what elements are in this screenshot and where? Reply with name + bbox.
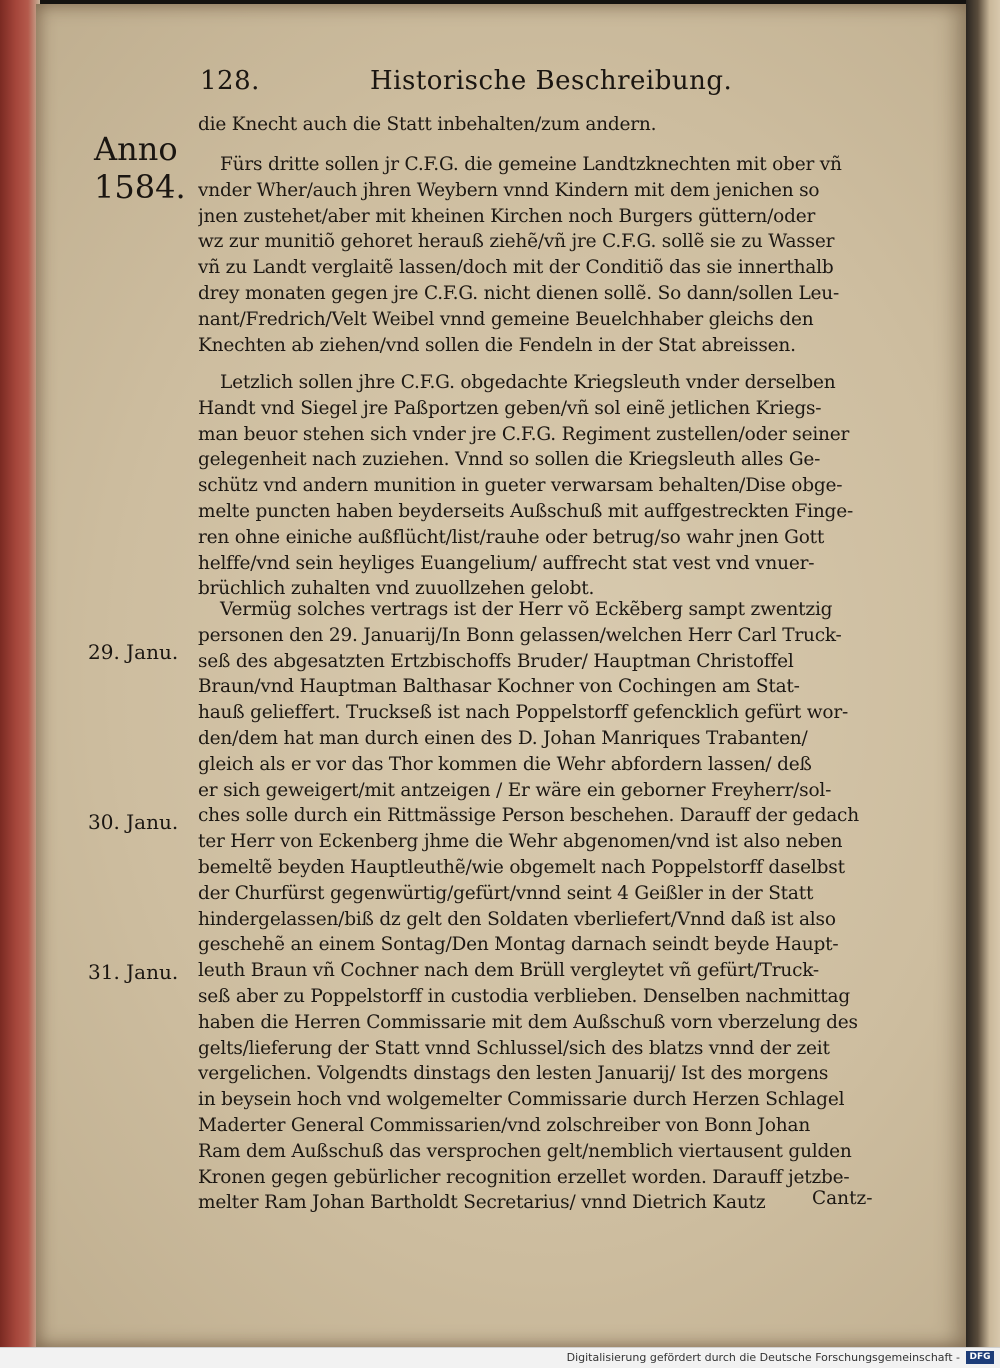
footer-bar xyxy=(0,1347,1000,1368)
text-line: ches solle durch ein Rittmässige Person beschehen. Darauff der gedach xyxy=(198,805,859,827)
text-line: drey monaten gegen jre C.F.G. nicht dienen sollẽ. So dann/sollen Leu- xyxy=(198,282,840,304)
text-line: Fürs dritte sollen jr C.F.G. die gemeine Landtzknechten mit ober vñ xyxy=(220,154,842,175)
year-label: 1584. xyxy=(94,168,186,206)
paragraph-1 xyxy=(198,112,878,138)
text-line: hindergelassen/biß dz gelt den Soldaten vberliefert/Vnnd daß ist also xyxy=(198,908,836,930)
page-edge xyxy=(0,0,40,1347)
margin-date-30: 30. Janu. xyxy=(88,810,179,834)
text-line: Ram dem Außschuß das versprochen gelt/nemblich viertausent gulden xyxy=(198,1140,852,1162)
text-line: jnen zustehet/aber mit kheinen Kirchen noch Burgers güttern/oder xyxy=(198,205,816,227)
text-line: Knechten ab ziehen/vnd sollen die Fendeln in der Stat abreissen. xyxy=(198,334,796,356)
paragraph-2 xyxy=(198,152,878,358)
text-line: melter Ram Johan Bartholdt Secretarius/ vnnd Dietrich Kautz xyxy=(198,1192,766,1214)
text-line: vñ zu Landt verglaitẽ lassen/doch mit der Conditiõ das sie innerthalb xyxy=(198,257,834,279)
text-line: leuth Braun vñ Cochner nach dem Brüll vergleytet vñ gefürt/Truck- xyxy=(198,960,819,982)
text-line: wz zur munitiõ gehoret herauß ziehẽ/vñ jre C.F.G. sollẽ sie zu Wasser xyxy=(198,231,835,253)
anno-label: Anno xyxy=(94,130,178,168)
text-line: in beysein hoch vnd wolgemelter Commissarie durch Herzen Schlagel xyxy=(198,1089,845,1111)
text-line: vnder Wher/auch jhren Weybern vnnd Kindern mit dem jenichen so xyxy=(198,179,820,201)
text-line: der Churfürst gegenwürtig/gefürt/vnnd seint 4 Geißler in der Statt xyxy=(198,882,814,904)
text-line: man beuor stehen sich vnder jre C.F.G. Regiment zustellen/oder seiner xyxy=(198,423,850,445)
text-line: die Knecht auch die Statt inbehalten/zum andern. xyxy=(198,114,657,135)
text-line: Maderter General Commissarien/vnd zolschreiber von Bonn Johan xyxy=(198,1114,811,1136)
text-line: personen den 29. Januarij/In Bonn gelassen/welchen Herr Carl Truck- xyxy=(198,624,842,646)
catchword: Cantz- xyxy=(812,1188,873,1209)
year-margin-note xyxy=(94,130,186,206)
text-line: geschehẽ an einem Sontag/Den Montag darnach seindt beyde Haupt- xyxy=(198,934,839,956)
text-line: melte puncten haben beyderseits Außschuß mit auffgestreckten Finge- xyxy=(198,500,853,522)
text-line: er sich geweigert/mit antzeigen / Er wäre ein geborner Freyherr/sol- xyxy=(198,779,832,801)
text-line: seß aber zu Poppelstorff in custodia verblieben. Denselben nachmittag xyxy=(198,985,850,1007)
dfg-logo: DFG xyxy=(966,1351,994,1364)
text-line: ren ohne einiche außflücht/list/rauhe oder betrug/so wahr jnen Gott xyxy=(198,526,825,548)
next-page-gutter xyxy=(966,0,1000,1347)
text-line: haben die Herren Commissarie mit dem Außschuß vorn vberzelung des xyxy=(198,1011,858,1033)
text-line: helffe/vnd sein heyliges Euangelium/ auffrecht stat vest vnd vnuer- xyxy=(198,552,815,574)
text-line: nant/Fredrich/Velt Weibel vnnd gemeine Beuelchhaber gleichs den xyxy=(198,308,814,330)
text-line: vergelichen. Volgendts dinstags den lesten Januarij/ Ist des morgens xyxy=(198,1063,829,1085)
text-line: Kronen gegen gebürlicher recognition erzellet worden. Darauff jetzbe- xyxy=(198,1166,850,1188)
funding-credit: Digitalisierung gefördert durch die Deutsche Forschungsgemeinschaft - xyxy=(566,1351,960,1364)
text-line: den/dem hat man durch einen des D. Johan Manriques Trabanten/ xyxy=(198,727,808,749)
text-line: hauß gelieffert. Truckseß ist nach Poppelstorff gefencklich gefürt wor- xyxy=(198,702,849,724)
margin-date-29: 29. Janu. xyxy=(88,640,179,664)
text-line: gelts/lieferung der Statt vnnd Schlussel/sich des blatzs vnnd der zeit xyxy=(198,1037,830,1059)
text-line: schütz vnd andern munition in gueter verwarsam behalten/Dise obge- xyxy=(198,475,843,497)
text-line: Vermüg solches vertrags ist der Herr võ Eckẽberg sampt zwentzig xyxy=(220,599,833,620)
text-line: brüchlich zuhalten vnd zuuollzehen gelobt. xyxy=(198,578,595,600)
running-header xyxy=(200,66,733,100)
margin-date-31: 31. Janu. xyxy=(88,960,179,984)
text-line: seß des abgesatzten Ertzbischoffs Bruder/ Hauptman Christoffel xyxy=(198,650,794,672)
text-line: gelegenheit nach zuziehen. Vnnd so sollen die Kriegsleuth alles Ge- xyxy=(198,449,821,471)
page-number: 128. xyxy=(200,66,260,96)
text-line: Braun/vnd Hauptman Balthasar Kochner von Cochingen am Stat- xyxy=(198,676,800,698)
text-line: Letzlich sollen jhre C.F.G. obgedachte Kriegsleuth vnder derselben xyxy=(220,372,836,393)
text-line: ter Herr von Eckenberg jhme die Wehr abgenomen/vnd ist also neben xyxy=(198,831,843,853)
text-line: Handt vnd Siegel jre Paßportzen geben/vñ sol einẽ jetlichen Kriegs- xyxy=(198,397,822,419)
text-line: gleich als er vor das Thor kommen die Wehr abfordern lassen/ deß xyxy=(198,753,812,775)
running-title: Historische Beschreibung. xyxy=(370,66,733,96)
paragraph-4 xyxy=(198,597,878,1216)
text-line: bemeltẽ beyden Hauptleuthẽ/wie obgemelt nach Poppelstorff daselbst xyxy=(198,856,845,878)
paragraph-3 xyxy=(198,370,878,602)
